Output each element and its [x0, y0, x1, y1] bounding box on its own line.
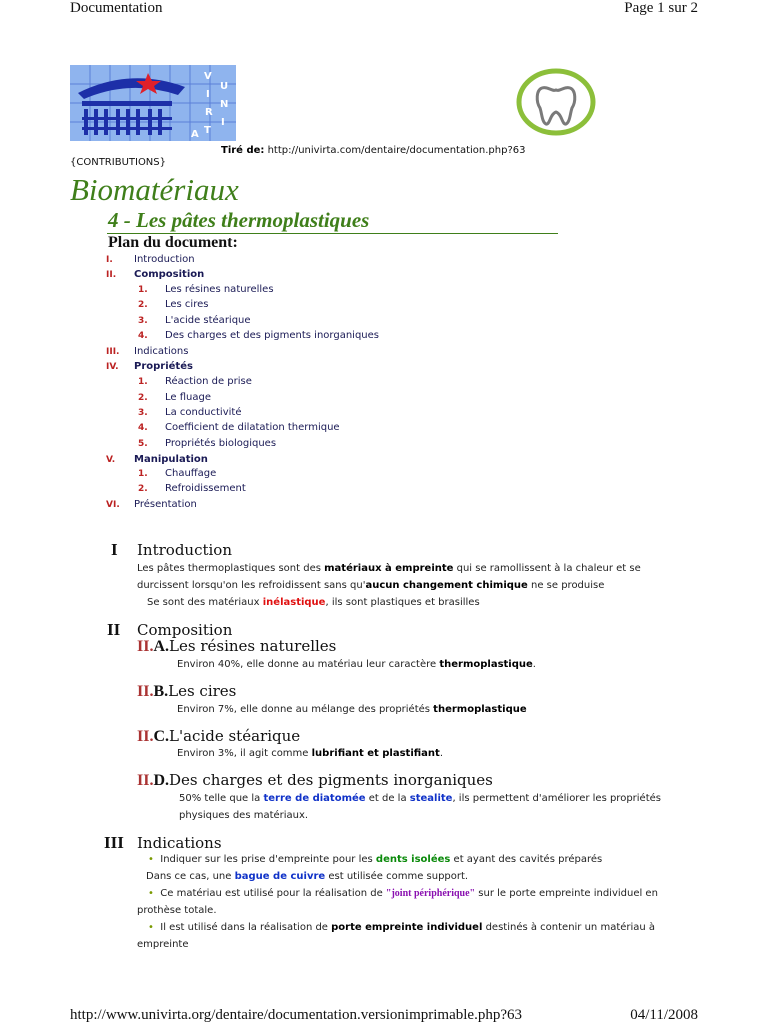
toc-subitem[interactable]: Coefficient de dilatation thermique: [165, 422, 340, 433]
toc-sub-number: 1.: [138, 285, 148, 295]
toc-sub-number: 1.: [138, 377, 148, 387]
subsection-title: L'acide stéarique: [169, 727, 301, 745]
subsection-charges: [137, 771, 493, 790]
toc-sub-number: 4.: [138, 331, 148, 341]
toc-item-presentation[interactable]: Présentation: [134, 499, 197, 510]
logo-letter: A: [191, 129, 199, 140]
toc-sub-number: 2.: [138, 393, 148, 403]
text: Environ 7%, elle donne au mélange des propriétés: [177, 704, 434, 715]
toc-subitem[interactable]: La conductivité: [165, 407, 242, 418]
emphasis: aucun changement chimique: [365, 580, 528, 591]
section-title-composition: Composition: [137, 621, 233, 639]
toc-number: IV.: [106, 362, 119, 372]
text: est utilisée comme support.: [325, 871, 469, 882]
subsection-acide: [137, 727, 300, 746]
emphasis: stealite: [409, 793, 453, 804]
text: prothèse totale.: [137, 905, 217, 916]
logo-letter: U: [220, 81, 229, 92]
subsection-title: Les résines naturelles: [169, 637, 337, 655]
text: Environ 40%, elle donne au matériau leur caractère: [177, 659, 440, 670]
source-label: Tiré de:: [221, 145, 265, 156]
source-url[interactable]: http://univirta.com/dentaire/documentation.php?63: [267, 145, 526, 156]
toc-sub-number: 3.: [138, 408, 148, 418]
footer-date: 04/11/2008: [630, 1007, 698, 1023]
header-right: Page 1 sur 2: [624, 0, 698, 16]
emphasis: bague de cuivre: [234, 871, 326, 882]
intro-paragraph: [137, 560, 697, 611]
logo-letter: I: [206, 89, 210, 100]
toc-sub-number: 5.: [138, 439, 148, 449]
page-title: Biomatériaux: [70, 172, 239, 207]
toc-number: VI.: [106, 500, 120, 510]
toc-subitem[interactable]: Réaction de prise: [165, 376, 252, 387]
toc-subitem[interactable]: Les résines naturelles: [165, 284, 274, 295]
text: Dans ce cas, une: [146, 871, 235, 882]
subsection-letter: A.: [153, 638, 170, 655]
text: 50% telle que la: [179, 793, 264, 804]
emphasis: matériaux à empreinte: [324, 563, 454, 574]
text: et de la: [365, 793, 410, 804]
logo-letter: T: [204, 125, 211, 136]
emphasis: dents isolées: [375, 854, 451, 865]
section-title-indications: Indications: [137, 834, 222, 852]
section-number: I: [111, 540, 118, 559]
text: destinés à contenir un matériau à: [482, 922, 656, 933]
text: qui se ramollissent à la chaleur et se: [453, 563, 641, 574]
footer-url: http://www.univirta.org/dentaire/documentation.versionimprimable.php?63: [70, 1007, 522, 1023]
plan-title: Plan du document:: [108, 234, 238, 251]
toc-subitem[interactable]: Le fluage: [165, 392, 211, 403]
subsection-title: Des charges et des pigments inorganiques: [169, 771, 493, 789]
logo-letter: V: [204, 71, 212, 82]
toc-item-proprietes[interactable]: Propriétés: [134, 361, 193, 372]
logo-letter: N: [220, 99, 229, 110]
toc-subitem[interactable]: Les cires: [165, 299, 209, 310]
subsection-letter: C.: [153, 728, 170, 745]
toc-number: III.: [106, 347, 120, 357]
text: , ils sont plastiques et brasilles: [325, 597, 480, 608]
subsection-roman: II.: [137, 683, 154, 700]
emphasis: porte empreinte individuel: [331, 922, 483, 933]
text: Ce matériau est utilisé pour la réalisation de: [160, 888, 386, 899]
subsection-letter: B.: [153, 683, 169, 700]
text: Se sont des matériaux: [147, 597, 263, 608]
text: .: [439, 748, 444, 759]
toc-sub-number: 3.: [138, 316, 148, 326]
section-number: III: [104, 833, 124, 852]
subsection-letter: D.: [153, 772, 170, 789]
source-line: [221, 145, 526, 156]
contributions-label: {CONTRIBUTIONS}: [70, 157, 167, 168]
text: ne se produise: [527, 580, 605, 591]
header-left: Documentation: [70, 0, 163, 16]
toc-subitem[interactable]: Propriétés biologiques: [165, 438, 277, 449]
emphasis: thermoplastique: [439, 659, 533, 670]
toc-sub-number: 1.: [138, 469, 148, 479]
toc-number: V.: [106, 455, 116, 465]
emphasis: lubrifiant et plastifiant: [311, 748, 440, 759]
toc-subitem[interactable]: Refroidissement: [165, 483, 246, 494]
text: , ils permettent d'améliorer les propriétés: [452, 793, 661, 804]
emphasis: "joint périphérique": [385, 888, 476, 899]
section-title-introduction: Introduction: [137, 541, 232, 559]
toc-item-manipulation[interactable]: Manipulation: [134, 454, 208, 465]
indications-text: [137, 851, 707, 953]
toc-item-introduction[interactable]: Introduction: [134, 254, 195, 265]
subsection-roman: II.: [137, 772, 154, 789]
univirta-logo: [70, 65, 236, 141]
subsection-title: Les cires: [168, 682, 237, 700]
subsection-text: [177, 745, 443, 762]
bullet-icon: •: [148, 854, 154, 865]
bullet-icon: •: [148, 922, 154, 933]
subsection-text: [177, 701, 527, 718]
emphasis: thermoplastique: [433, 704, 527, 715]
text: empreinte: [137, 939, 189, 950]
text: physiques des matériaux.: [179, 810, 309, 821]
toc-sub-number: 2.: [138, 484, 148, 494]
emphasis: inélastique: [262, 597, 326, 608]
text: durcissent lorsqu'on les refroidissent sans qu': [137, 580, 366, 591]
bullet-icon: •: [148, 888, 154, 899]
text: Il est utilisé dans la réalisation de: [160, 922, 332, 933]
section-number: II: [107, 620, 121, 639]
toc-number: II.: [106, 270, 117, 280]
emphasis: terre de diatomée: [263, 793, 366, 804]
text: et ayant des cavités préparés: [450, 854, 603, 865]
toc-number: I.: [106, 255, 113, 265]
text: Les pâtes thermoplastiques sont des: [137, 563, 325, 574]
page-subtitle: 4 - Les pâtes thermoplastiques: [108, 208, 370, 232]
tooth-icon: [516, 68, 596, 136]
text: .: [532, 659, 536, 670]
toc-subitem[interactable]: Chauffage: [165, 468, 217, 479]
logo-letter: R: [205, 107, 213, 118]
toc-item-indications[interactable]: Indications: [134, 346, 189, 357]
subsection-resines: [137, 637, 336, 656]
text: Indiquer sur les prise d'empreinte pour les: [160, 854, 376, 865]
toc-sub-number: 4.: [138, 423, 148, 433]
toc-sub-number: 2.: [138, 300, 148, 310]
subsection-roman: II.: [137, 728, 154, 745]
subsection-text: [179, 790, 679, 824]
toc-item-composition[interactable]: Composition: [134, 269, 205, 280]
text: sur le porte empreinte individuel en: [475, 888, 658, 899]
logo-letter: I: [221, 117, 225, 128]
text: Environ 3%, il agit comme: [177, 748, 312, 759]
subsection-cires: [137, 682, 236, 701]
toc-subitem[interactable]: Des charges et des pigments inorganiques: [165, 330, 379, 341]
subsection-roman: II.: [137, 638, 154, 655]
toc-subitem[interactable]: L'acide stéarique: [165, 315, 251, 326]
subsection-text: [177, 656, 536, 673]
